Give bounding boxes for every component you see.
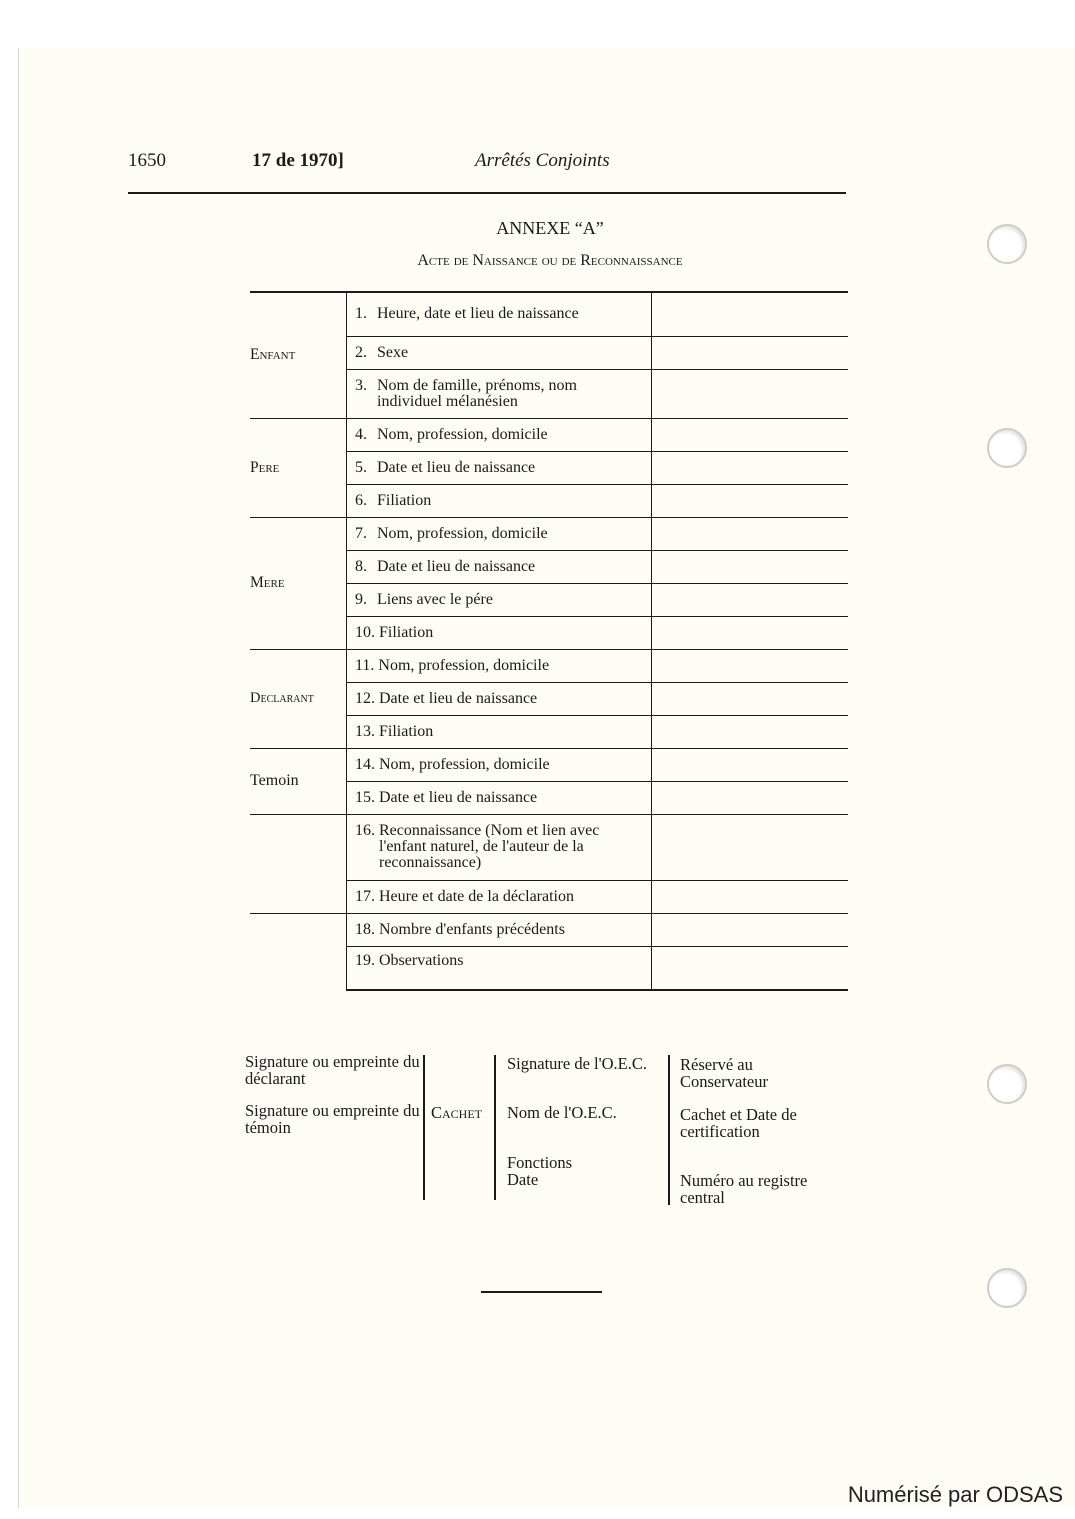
form-field-label: 1. Heure, date et lieu de naissance [347, 292, 652, 336]
form-field-value[interactable] [652, 484, 849, 517]
table-row [250, 748, 848, 781]
annex-title: ANNEXE “A” [496, 218, 604, 238]
cachet-label: Cachet [431, 1103, 483, 1122]
form-field-label: 17. Heure et date de la déclaration [347, 880, 652, 913]
form-field-value[interactable] [652, 292, 849, 336]
form-field-value[interactable] [652, 814, 849, 880]
group-label-temoin: Temoin [250, 748, 347, 814]
form-field-value[interactable] [652, 682, 849, 715]
form-field-value[interactable] [652, 748, 849, 781]
form-field-label: 5. Date et lieu de naissance [347, 451, 652, 484]
table-row [250, 418, 848, 451]
punch-hole-icon [987, 1064, 1027, 1104]
form-field-value[interactable] [652, 616, 849, 649]
header-date: 17 de 1970] [252, 150, 344, 171]
form-field-value[interactable] [652, 451, 849, 484]
table-row [250, 814, 848, 880]
watermark: Numérisé par ODSAS [847, 1482, 1063, 1507]
header-rule [128, 192, 846, 194]
cachet-date-certification: Cachet et Date de certification [680, 1105, 797, 1141]
form-field-label: 13. Filiation [347, 715, 652, 748]
fonctions: Fonctions [507, 1153, 573, 1172]
group-label-mere: Mere [250, 517, 347, 649]
group-label-pere: Pere [250, 418, 347, 517]
reserve-conservateur: Réservé au Conservateur [680, 1055, 768, 1091]
nom-oec: Nom de l'O.E.C. [507, 1103, 617, 1122]
form-field-value[interactable] [652, 649, 849, 682]
table-row [250, 649, 848, 682]
form-field-label: 15. Date et lieu de naissance [347, 781, 652, 814]
signature-declarant: Signature ou empreinte du déclarant [245, 1052, 420, 1088]
form-field-value[interactable] [652, 880, 849, 913]
form-field-label: 8. Date et lieu de naissance [347, 550, 652, 583]
signature-temoin: Signature ou empreinte du témoin [245, 1101, 420, 1137]
form-field-value[interactable] [652, 517, 849, 550]
punch-hole-icon [987, 428, 1027, 468]
table-row [250, 913, 848, 946]
form-field-label: 11. Nom, profession, domicile [347, 649, 652, 682]
form-field-label: 4. Nom, profession, domicile [347, 418, 652, 451]
table-row [250, 292, 848, 336]
divider [423, 1055, 425, 1200]
form-field-value[interactable] [652, 781, 849, 814]
group-label-declarant: Declarant [250, 649, 347, 748]
form-field-label: 19. Observations [347, 946, 652, 990]
end-rule [481, 1291, 602, 1293]
form-field-value[interactable] [652, 550, 849, 583]
birth-record-form [250, 291, 848, 991]
signature-oec: Signature de l'O.E.C. [507, 1054, 647, 1073]
form-field-value[interactable] [652, 583, 849, 616]
form-field-value[interactable] [652, 913, 849, 946]
form-field-label: 18. Nombre d'enfants précédents [347, 913, 652, 946]
table-row [250, 517, 848, 550]
form-field-label: 9. Liens avec le pére [347, 583, 652, 616]
form-field-label: 12. Date et lieu de naissance [347, 682, 652, 715]
form-field-label: 2. Sexe [347, 336, 652, 369]
header-section: Arrêtés Conjoints [475, 150, 610, 171]
form-field-value[interactable] [652, 946, 849, 990]
form-field-value[interactable] [652, 715, 849, 748]
form-field-value[interactable] [652, 369, 849, 418]
divider [494, 1055, 496, 1200]
form-field-label: 10. Filiation [347, 616, 652, 649]
form-field-label: 6. Filiation [347, 484, 652, 517]
form-field-value[interactable] [652, 336, 849, 369]
date: Date [507, 1170, 539, 1189]
group-label-empty [250, 913, 347, 990]
form-field-label: 16. Reconnaissance (Nom et lien avec l'enfant naturel, de l'auteur de la reconnaissance) [347, 814, 652, 880]
numero-registre: Numéro au registre central [680, 1171, 808, 1207]
form-field-label: 3. Nom de famille, prénoms, nom individuel mélanésien [347, 369, 652, 418]
page-number: 1650 [128, 150, 166, 171]
group-label-empty [250, 814, 347, 913]
punch-hole-icon [987, 1268, 1027, 1308]
annex-subtitle: Acte de Naissance ou de Reconnaissance [417, 252, 683, 269]
form-field-value[interactable] [652, 418, 849, 451]
divider [668, 1055, 670, 1205]
form-field-label: 7. Nom, profession, domicile [347, 517, 652, 550]
group-label-enfant: Enfant [250, 292, 347, 418]
form-field-label: 14. Nom, profession, domicile [347, 748, 652, 781]
